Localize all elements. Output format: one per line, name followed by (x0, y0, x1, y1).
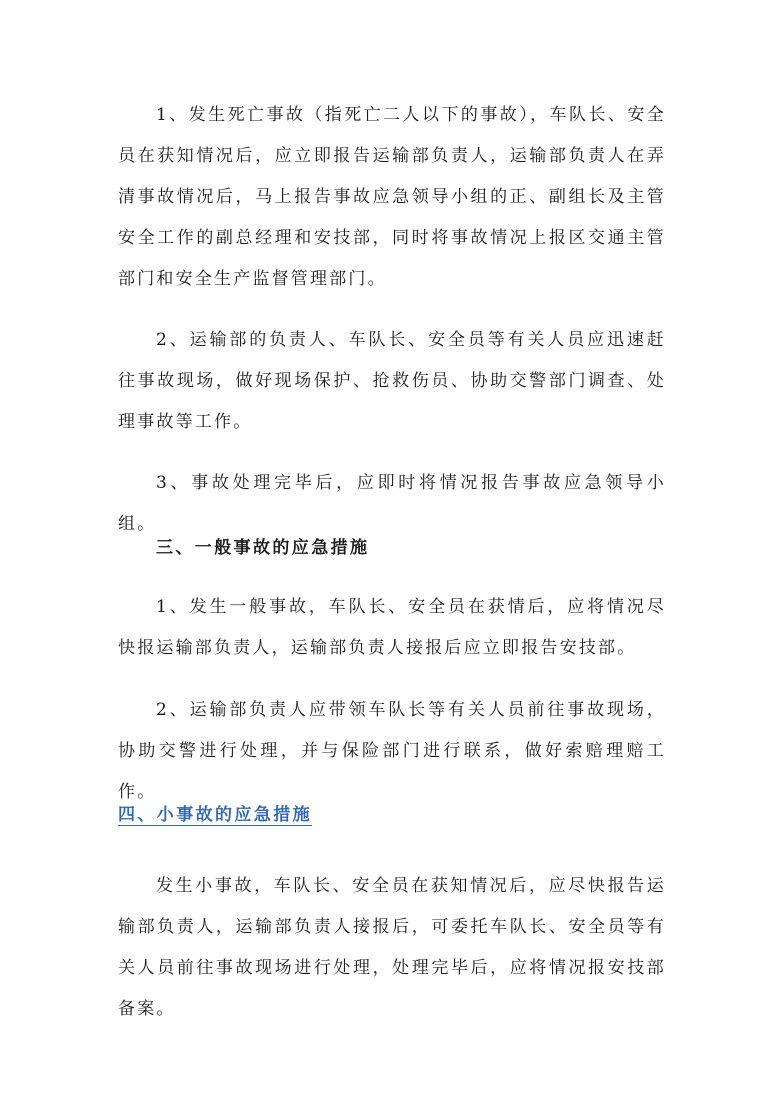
paragraph-rush-to-scene: 2、运输部的负责人、车队长、安全员等有关人员应迅速赶往事故现场，做好现场保护、抢救伤员、协助交警部门调查、处理事故等工作。 (118, 330, 666, 432)
paragraph-minor-accident: 发生小事故，车队长、安全员在获知情况后，应尽快报告运输部负责人，运输部负责人接报后，可委托车队长、安全员等有关人员前往事故现场进行处理，处理完毕后，应将情况报安技部备案。 (118, 876, 666, 1019)
section-heading-minor-accident-link[interactable]: 四、小事故的应急措施 (118, 805, 312, 825)
paragraph-fatal-accident-reporting: 1、发生死亡事故（指死亡二人以下的事故），车队长、安全员在获知情况后，应立即报告运输部负责人，运输部负责人在弄清事故情况后，马上报告事故应急领导小组的正、副组长及主管安全工作的副总经理和安技部，同时将事故情况上报区交通主管部门和安全生产监督管理部门。 (118, 105, 666, 289)
paragraph-general-accident-report: 1、发生一般事故，车队长、安全员在获情后，应将情况尽快报运输部负责人，运输部负责人接报后应立即报告安技部。 (118, 597, 666, 658)
paragraph-after-handling: 3、事故处理完毕后，应即时将情况报告事故应急领导小组。 (118, 473, 666, 534)
paragraph-general-accident-scene: 2、运输部负责人应带领车队长等有关人员前往事故现场，协助交警进行处理，并与保险部门进行联系，做好索赔理赔工作。 (118, 700, 666, 802)
section-heading-general-accident: 三、一般事故的应急措施 (156, 538, 370, 558)
